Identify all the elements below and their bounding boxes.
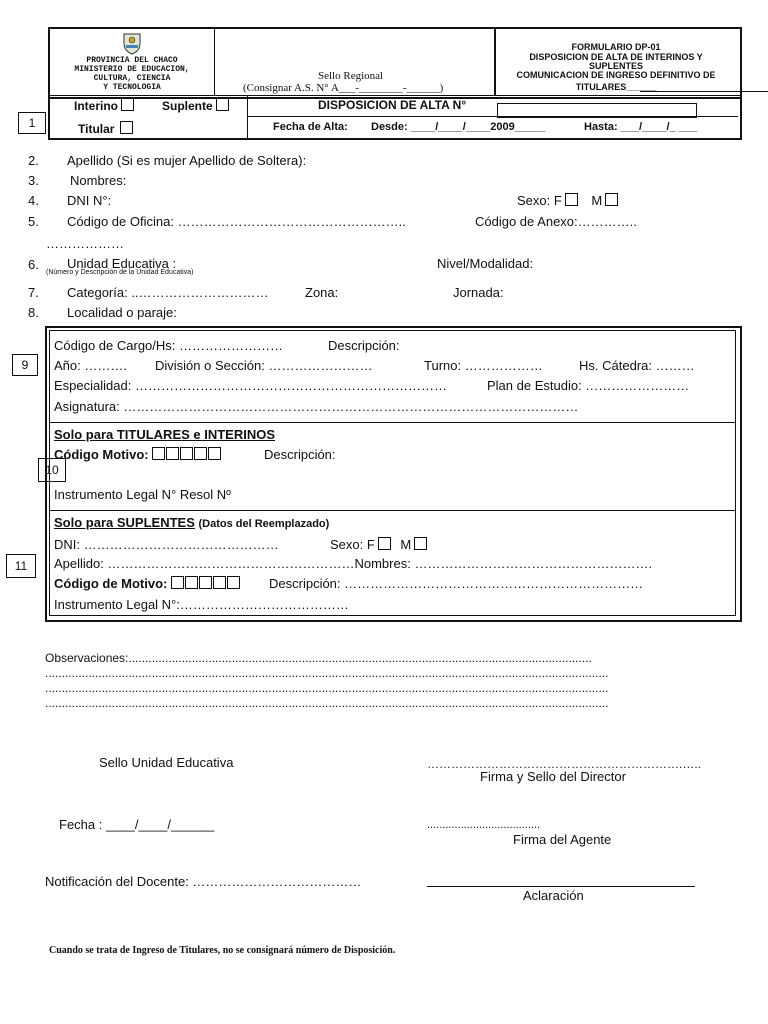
coat-of-arms-icon bbox=[121, 31, 143, 55]
codigo-cargo-label: Código de Cargo/Hs: …………………… bbox=[54, 338, 284, 353]
suplentes-section-title bbox=[54, 515, 329, 530]
localidad-label: Localidad o paraje: bbox=[67, 305, 177, 320]
form-title-3: COMUNICACION DE INGRESO DEFINITIVO DE bbox=[516, 70, 716, 80]
sexo-f-checkbox[interactable] bbox=[565, 193, 578, 206]
suplente-option[interactable] bbox=[162, 98, 229, 113]
form-code: FORMULARIO DP-01 bbox=[571, 42, 661, 52]
observaciones-line-2[interactable]: ......................................................................................................................................................................... bbox=[45, 666, 609, 680]
reemplazado-f-checkbox[interactable] bbox=[378, 537, 391, 550]
reemplazado-descripcion: Descripción: …………………………………………………………… bbox=[269, 576, 644, 591]
firma-director-label: Firma y Sello del Director bbox=[480, 769, 626, 784]
form-title-2: SUPLENTES bbox=[588, 61, 643, 71]
reemplazado-m-label: M bbox=[400, 537, 412, 552]
interino-checkbox[interactable] bbox=[121, 98, 134, 111]
codigo-oficina-label: Código de Oficina: …………………………………………….. bbox=[67, 214, 406, 229]
unidad-educativa-label: Unidad Educativa : bbox=[67, 256, 177, 271]
form-title-1: DISPOSICION DE ALTA DE INTERINOS Y bbox=[529, 52, 703, 62]
codigo-de-motivo-label: Código de Motivo bbox=[54, 576, 164, 591]
fecha-alta-label: Fecha de Alta: bbox=[273, 121, 348, 133]
province-line-2: MINISTERIO DE EDUCACION, bbox=[74, 65, 190, 74]
instrumento-legal-label: Instrumento Legal N° Resol Nº bbox=[54, 487, 231, 502]
sexo-m-checkbox[interactable] bbox=[605, 193, 618, 206]
interino-option[interactable] bbox=[74, 98, 134, 113]
titulares-section-title: Solo para TITULARES e INTERINOS bbox=[54, 427, 276, 442]
director-signature-line: ……………………………………………………….….. bbox=[427, 757, 702, 771]
agente-signature-line: ..................................... bbox=[427, 819, 541, 831]
sello-regional: Sello Regional bbox=[318, 70, 384, 82]
codigo-motivo-11: Código de Motivo: bbox=[54, 576, 241, 591]
division-label: División o Sección: …………………… bbox=[155, 358, 373, 373]
categoria-label: Categoría: ..………………………… bbox=[67, 285, 269, 300]
desde-field[interactable]: Desde: ____/____/____2009_____ bbox=[371, 121, 546, 133]
codigo-motivo-boxes[interactable] bbox=[152, 447, 222, 462]
disposicion-label: DISPOSICION DE ALTA N° bbox=[318, 98, 467, 112]
notificacion-docente: Notificación del Docente: ………………………………… bbox=[45, 874, 362, 889]
reemplazado-instrumento: Instrumento Legal N°:………………………………… bbox=[54, 597, 349, 612]
especialidad-label: Especialidad: ……………………………………………………………… bbox=[54, 378, 447, 393]
nombres-label: Nombres: bbox=[70, 173, 127, 188]
reemplazado-dni-label: DNI: ……………………………………… bbox=[54, 537, 279, 552]
sexo-m-label: M bbox=[591, 193, 603, 208]
sexo-label: Sexo: F bbox=[517, 193, 562, 208]
suplentes-title: Solo para SUPLENTES bbox=[54, 515, 195, 530]
item-number-5: 5. bbox=[28, 214, 39, 229]
codigo-motivo-label: Código Motivo bbox=[54, 447, 145, 462]
reemplazado-m-checkbox[interactable] bbox=[414, 537, 427, 550]
item-number-4: 4. bbox=[28, 193, 39, 208]
jornada-label: Jornada: bbox=[453, 285, 504, 300]
codigo-anexo-label: Código de Anexo:………….. bbox=[475, 214, 637, 229]
plan-estudio-label: Plan de Estudio: …………………… bbox=[487, 378, 690, 393]
hasta-field[interactable]: Hasta: ___/____/_ ___ bbox=[584, 121, 698, 133]
codigo-oficina-continuation: ……………… bbox=[46, 236, 124, 251]
section-number-10: 10 bbox=[38, 458, 66, 482]
codigo-de-motivo-boxes[interactable] bbox=[171, 576, 241, 591]
province-line-3: CULTURA, CIENCIA bbox=[93, 74, 171, 83]
observaciones-line-3[interactable]: ......................................................................................................................................................................... bbox=[45, 681, 609, 695]
aclaracion-label: Aclaración bbox=[523, 888, 584, 903]
reemplazado-sexo bbox=[330, 537, 427, 552]
titular-label: Titular bbox=[78, 122, 115, 136]
observaciones-label[interactable]: Observaciones:........................................................................................................................................... bbox=[45, 651, 592, 665]
apellido-label: Apellido (Si es mujer Apellido de Soltera): bbox=[67, 153, 307, 168]
item-number-6: 6. bbox=[28, 257, 39, 272]
item-number-3: 3. bbox=[28, 173, 39, 188]
item-number-8: 8. bbox=[28, 305, 39, 320]
zona-label: Zona: bbox=[305, 285, 339, 300]
reemplazado-apellido-nombres: Apellido: …………………………………………………Nombres: ………………………………………………. bbox=[54, 556, 653, 571]
dni-label: DNI N°: bbox=[67, 193, 112, 208]
section-number-1: 1 bbox=[18, 112, 46, 134]
firma-agente-label: Firma del Agente bbox=[513, 832, 612, 847]
motivo-descripcion-label: Descripción: bbox=[264, 447, 336, 462]
hs-catedra-label: Hs. Cátedra: ……… bbox=[579, 358, 695, 373]
titular-option[interactable] bbox=[78, 121, 133, 136]
disposicion-number-field[interactable] bbox=[497, 103, 697, 118]
sexo-option bbox=[517, 193, 618, 208]
item-number-7: 7. bbox=[28, 285, 39, 300]
interino-label: Interino bbox=[74, 99, 118, 113]
suplente-checkbox[interactable] bbox=[216, 98, 229, 111]
fecha-field[interactable]: Fecha : ____/____/______ bbox=[59, 817, 215, 832]
section-number-9: 9 bbox=[12, 354, 38, 376]
turno-label: Turno: ……………… bbox=[424, 358, 543, 373]
province-line-1: PROVINCIA DEL CHACO bbox=[86, 56, 178, 65]
observaciones-line-4[interactable]: ......................................................................................................................................................................... bbox=[45, 696, 609, 710]
reemplazado-sexo-label: Sexo: F bbox=[330, 537, 375, 552]
section-number-11: 11 bbox=[6, 554, 36, 578]
anio-label: Año: ………. bbox=[54, 358, 127, 373]
unidad-educativa-hint: (Número y Descripción de la Unidad Educativa) bbox=[46, 269, 194, 276]
province-line-4: Y TECNOLOGIA bbox=[103, 83, 161, 92]
sello-unidad-educativa: Sello Unidad Educativa bbox=[99, 755, 234, 770]
cargo-descripcion-label: Descripción: bbox=[328, 338, 400, 353]
asignatura-label: Asignatura: …………………………………………………………………………………………… bbox=[54, 399, 579, 414]
aclaracion-line bbox=[427, 886, 695, 887]
titular-checkbox[interactable] bbox=[120, 121, 133, 134]
consignar-as: (Consignar A.S. N° A___-________-______) bbox=[243, 82, 444, 94]
suplente-label: Suplente bbox=[162, 99, 213, 113]
item-number-2: 2. bbox=[28, 153, 39, 168]
codigo-motivo-10: Código Motivo: bbox=[54, 447, 222, 462]
suplentes-subtitle: (Datos del Reemplazado) bbox=[198, 518, 330, 530]
nota-titulares: Cuando se trata de Ingreso de Titulares, no se consignará número de Disposición. bbox=[49, 945, 396, 956]
form-title-4: TITULARES______ bbox=[575, 82, 657, 92]
nivel-modalidad-label: Nivel/Modalidad: bbox=[437, 256, 534, 271]
